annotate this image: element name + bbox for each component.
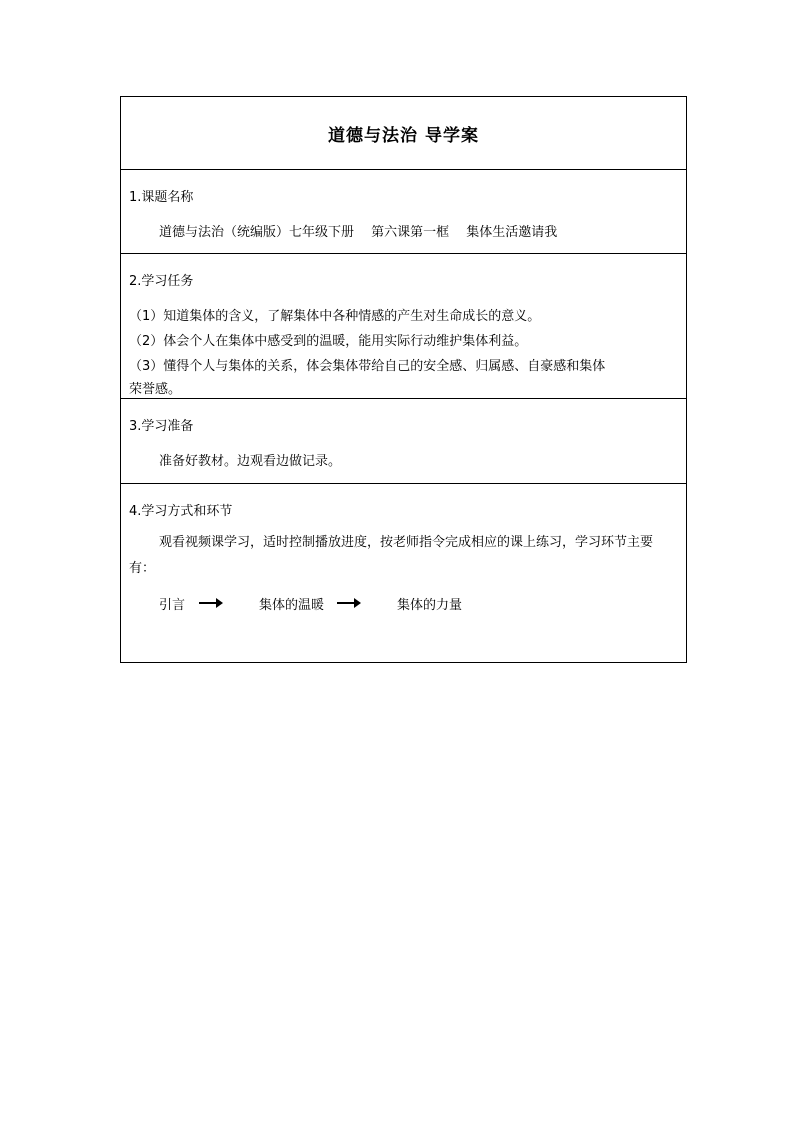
learning-flow <box>159 594 559 614</box>
flow-step: 引言 <box>159 598 186 613</box>
section-prep <box>121 399 686 484</box>
arrow-right-icon <box>199 602 221 604</box>
task-item: （2）体会个人在集体中感受到的温暖，能用实际行动维护集体利益。 <box>129 334 528 349</box>
section-method <box>121 484 686 662</box>
arrow-right-icon <box>337 602 359 604</box>
task-item: （1）知道集体的含义，了解集体中各种情感的产生对生命成长的意义。 <box>129 309 541 324</box>
flow-step: 集体的温暖 <box>259 598 325 613</box>
flow-step: 集体的力量 <box>397 598 463 613</box>
page-title: 道德与法治 导学案 <box>328 126 479 146</box>
method-content: 观看视频课学习，适时控制播放进度，按老师指令完成相应的课上练习，学习环节主要有： <box>129 535 654 576</box>
task-item: （3）懂得个人与集体的关系，体会集体带给自己的安全感、归属感、自豪感和集体 <box>129 359 606 374</box>
section-heading: 2.学习任务 <box>129 274 194 289</box>
guide-table <box>120 96 687 663</box>
topic-content: 道德与法治（统编版）七年级下册 第六课第一框 集体生活邀请我 <box>159 225 558 240</box>
prep-content: 准备好教材。边观看边做记录。 <box>159 454 342 469</box>
task-item: 荣誉感。 <box>129 382 182 397</box>
section-tasks <box>121 254 686 399</box>
section-heading: 3.学习准备 <box>129 419 194 434</box>
section-heading: 1.课题名称 <box>129 190 194 205</box>
section-heading: 4.学习方式和环节 <box>129 504 233 519</box>
title-row <box>121 97 686 170</box>
section-topic <box>121 170 686 254</box>
